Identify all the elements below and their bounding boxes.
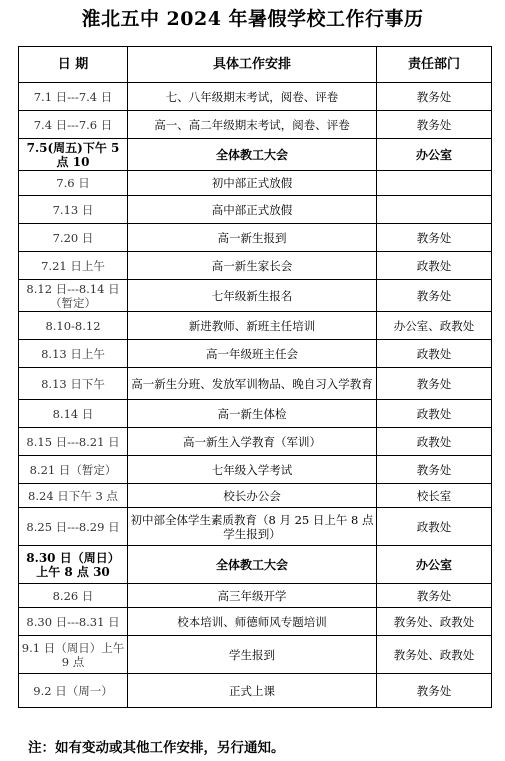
table-row bbox=[19, 224, 492, 252]
row-task: 七年级入学考试 bbox=[128, 456, 377, 484]
row-dept: 办公室 bbox=[377, 139, 492, 171]
row-date: 8.26 日 bbox=[19, 584, 128, 608]
row-task: 学生报到 bbox=[128, 636, 377, 674]
row-date: 7.4 日---7.6 日 bbox=[19, 111, 128, 139]
footer-note: 注：如有变动或其他工作安排，另行通知。 bbox=[28, 740, 285, 756]
row-date: 8.25 日---8.29 日 bbox=[19, 508, 128, 546]
row-date: 7.6 日 bbox=[19, 171, 128, 196]
table-header-row bbox=[19, 47, 492, 83]
row-dept: 政教处 bbox=[377, 340, 492, 368]
table-row bbox=[19, 312, 492, 340]
row-dept: 教务处 bbox=[377, 111, 492, 139]
row-dept: 政教处 bbox=[377, 428, 492, 456]
row-date: 9.2 日（周一） bbox=[19, 674, 128, 708]
row-date: 8.13 日上午 bbox=[19, 340, 128, 368]
row-task: 高一新生家长会 bbox=[128, 252, 377, 280]
row-task: 高一新生报到 bbox=[128, 224, 377, 252]
table-row bbox=[19, 428, 492, 456]
row-task: 高中部正式放假 bbox=[128, 196, 377, 224]
row-date: 7.21 日上午 bbox=[19, 252, 128, 280]
row-date: 8.24 日下午 3 点 bbox=[19, 484, 128, 508]
row-dept: 教务处 bbox=[377, 368, 492, 400]
header-task: 具体工作安排 bbox=[128, 47, 377, 83]
row-dept: 教务处、政教处 bbox=[377, 608, 492, 636]
row-dept: 教务处 bbox=[377, 456, 492, 484]
row-date: 8.30 日（周日）上午 8 点 30 bbox=[19, 546, 128, 584]
row-task: 高一年级班主任会 bbox=[128, 340, 377, 368]
row-task: 高一新生入学教育（军训） bbox=[128, 428, 377, 456]
row-date: 9.1 日（周日）上午 9 点 bbox=[19, 636, 128, 674]
row-task: 高一、高二年级期末考试，阅卷、评卷 bbox=[128, 111, 377, 139]
header-date: 日 期 bbox=[19, 47, 128, 83]
row-dept: 教务处 bbox=[377, 584, 492, 608]
row-dept bbox=[377, 196, 492, 224]
row-date: 8.21 日（暂定） bbox=[19, 456, 128, 484]
row-task: 全体教工大会 bbox=[128, 546, 377, 584]
row-task: 初中部全体学生素质教育（8 月 25 日上午 8 点学生报到） bbox=[128, 508, 377, 546]
table-row bbox=[19, 83, 492, 111]
row-dept: 校长室 bbox=[377, 484, 492, 508]
row-task: 正式上课 bbox=[128, 674, 377, 708]
row-task: 高一新生分班、发放军训物品、晚自习入学教育 bbox=[128, 368, 377, 400]
row-task: 新进教师、新班主任培训 bbox=[128, 312, 377, 340]
row-date: 8.13 日下午 bbox=[19, 368, 128, 400]
table-row bbox=[19, 508, 492, 546]
table-row bbox=[19, 584, 492, 608]
schedule-body bbox=[19, 83, 492, 708]
row-task: 初中部正式放假 bbox=[128, 171, 377, 196]
table-row bbox=[19, 368, 492, 400]
header-dept: 责任部门 bbox=[377, 47, 492, 83]
table-row bbox=[19, 111, 492, 139]
table-row bbox=[19, 636, 492, 674]
row-dept: 教务处 bbox=[377, 280, 492, 312]
table-row bbox=[19, 484, 492, 508]
row-task: 七年级新生报名 bbox=[128, 280, 377, 312]
table-row bbox=[19, 546, 492, 584]
row-task: 校本培训、师德师风专题培训 bbox=[128, 608, 377, 636]
row-date: 8.12 日---8.14 日（暂定） bbox=[19, 280, 128, 312]
row-date: 8.30 日---8.31 日 bbox=[19, 608, 128, 636]
row-task: 校长办公会 bbox=[128, 484, 377, 508]
row-date: 7.13 日 bbox=[19, 196, 128, 224]
row-task: 高三年级开学 bbox=[128, 584, 377, 608]
row-date: 8.10-8.12 bbox=[19, 312, 128, 340]
table-row bbox=[19, 456, 492, 484]
row-date: 7.20 日 bbox=[19, 224, 128, 252]
row-dept: 政教处 bbox=[377, 508, 492, 546]
row-task: 七、八年级期末考试，阅卷、评卷 bbox=[128, 83, 377, 111]
table-row bbox=[19, 280, 492, 312]
table-row bbox=[19, 340, 492, 368]
row-date: 7.1 日---7.4 日 bbox=[19, 83, 128, 111]
row-task: 全体教工大会 bbox=[128, 139, 377, 171]
row-dept: 政教处 bbox=[377, 252, 492, 280]
table-row bbox=[19, 196, 492, 224]
schedule-table bbox=[18, 46, 492, 708]
row-dept: 教务处、政教处 bbox=[377, 636, 492, 674]
table-row bbox=[19, 608, 492, 636]
row-dept: 教务处 bbox=[377, 674, 492, 708]
table-row bbox=[19, 400, 492, 428]
row-dept bbox=[377, 171, 492, 196]
table-row bbox=[19, 252, 492, 280]
row-dept: 政教处 bbox=[377, 400, 492, 428]
table-row bbox=[19, 171, 492, 196]
row-dept: 办公室 bbox=[377, 546, 492, 584]
row-task: 高一新生体检 bbox=[128, 400, 377, 428]
row-dept: 办公室、政教处 bbox=[377, 312, 492, 340]
row-date: 8.14 日 bbox=[19, 400, 128, 428]
row-date: 7.5(周五)下午 5 点 10 bbox=[19, 139, 128, 171]
row-dept: 教务处 bbox=[377, 83, 492, 111]
page-title: 淮北五中 2024 年暑假学校工作行事历 bbox=[81, 8, 424, 30]
table-row bbox=[19, 674, 492, 708]
table-row bbox=[19, 139, 492, 171]
row-dept: 教务处 bbox=[377, 224, 492, 252]
row-date: 8.15 日---8.21 日 bbox=[19, 428, 128, 456]
